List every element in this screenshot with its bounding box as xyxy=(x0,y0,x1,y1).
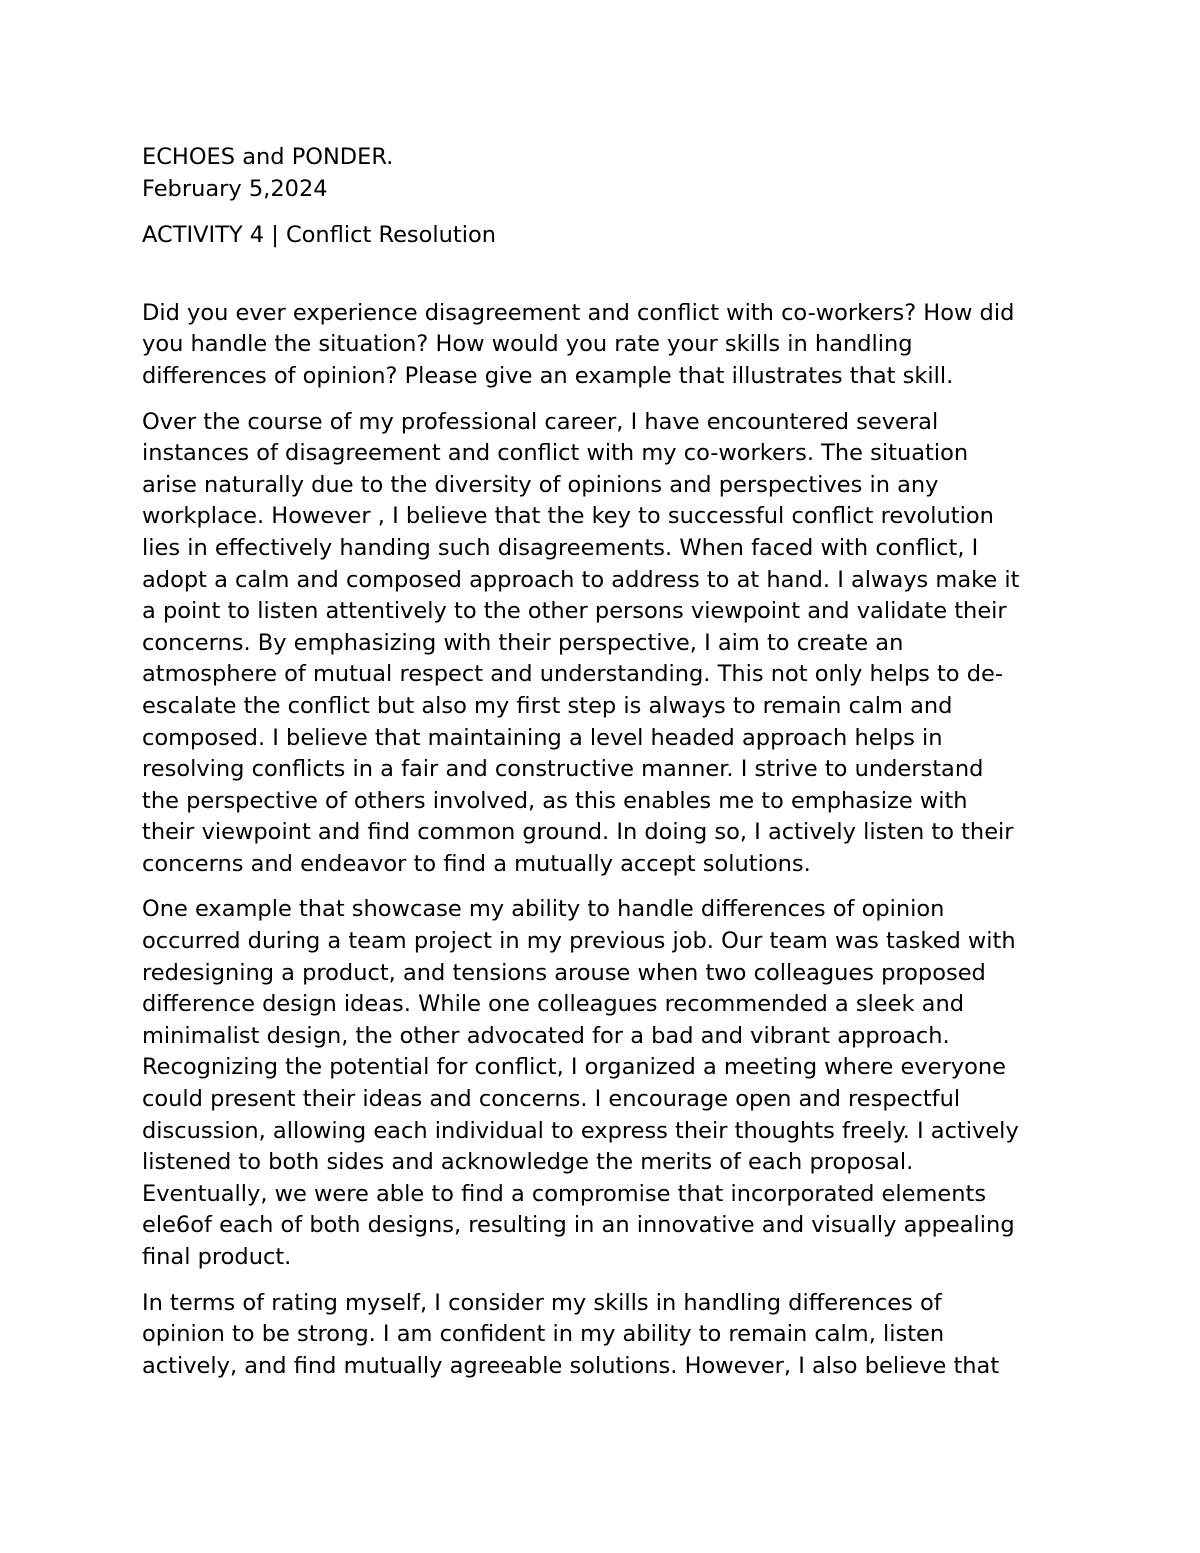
text-line: adopt a calm and composed approach to address to at hand. I always make it xyxy=(142,566,1020,593)
activity-title: ACTIVITY 4 | Conflict Resolution xyxy=(142,222,497,249)
text-line: Did you ever experience disagreement and conflict with co-workers? How did xyxy=(142,299,1015,326)
answer-paragraph-2 xyxy=(142,894,1067,1273)
text-line: workplace. However , I believe that the key to successful conflict revolution xyxy=(142,503,994,530)
text-line: minimalist design, the other advocated for a bad and vibrant approach. xyxy=(142,1022,950,1049)
text-line: lies in effectively handing such disagreements. When faced with conflict, I xyxy=(142,534,979,561)
answer-paragraph-1 xyxy=(142,407,1067,881)
text-line: actively, and find mutually agreeable solutions. However, I also believe that xyxy=(142,1352,1000,1379)
text-line: you handle the situation? How would you rate your skills in handling xyxy=(142,331,913,358)
text-line: escalate the conflict but also my first step is always to remain calm and xyxy=(142,692,953,719)
text-line: One example that showcase my ability to handle differences of opinion xyxy=(142,896,945,923)
text-line: Recognizing the potential for conflict, I organized a meeting where everyone xyxy=(142,1054,1006,1081)
question-paragraph xyxy=(142,298,1067,393)
text-line: concerns and endeavor to find a mutually accept solutions. xyxy=(142,850,811,877)
text-line: concerns. By emphasizing with their perspective, I aim to create an xyxy=(142,629,904,656)
author-line: ECHOES and PONDER. xyxy=(142,144,394,170)
text-line: atmosphere of mutual respect and understanding. This not only helps to de- xyxy=(142,661,1003,688)
date-line: February 5,2024 xyxy=(142,175,328,202)
text-line: could present their ideas and concerns. I encourage open and respectful xyxy=(142,1086,961,1113)
text-line: occurred during a team project in my previous job. Our team was tasked with xyxy=(142,928,1016,955)
text-line: In terms of rating myself, I consider my skills in handling differences of xyxy=(142,1289,942,1316)
text-line: arise naturally due to the diversity of opinions and perspectives in any xyxy=(142,471,939,498)
text-line: redesigning a product, and tensions arouse when two colleagues proposed xyxy=(142,959,986,986)
text-line: the perspective of others involved, as this enables me to emphasize with xyxy=(142,787,968,814)
text-line: final product. xyxy=(142,1244,292,1270)
text-line: differences of opinion? Please give an example that illustrates that skill. xyxy=(142,362,954,389)
answer-paragraph-3 xyxy=(142,1288,1067,1383)
text-line: resolving conflicts in a fair and constructive manner. I strive to understand xyxy=(142,756,984,783)
text-line: opinion to be strong. I am confident in my ability to remain calm, listen xyxy=(142,1321,945,1348)
text-line: ele6of each of both designs, resulting in an innovative and visually appealing xyxy=(142,1212,1015,1239)
text-line: Over the course of my professional career, I have encountered several xyxy=(142,408,939,435)
text-line: difference design ideas. While one colleagues recommended a sleek and xyxy=(142,991,964,1018)
document-page xyxy=(142,142,1067,1396)
text-line: instances of disagreement and conflict with my co-workers. The situation xyxy=(142,440,969,467)
text-line: their viewpoint and find common ground. In doing so, I actively listen to their xyxy=(142,819,1014,846)
text-line: composed. I believe that maintaining a level headed approach helps in xyxy=(142,724,943,751)
text-line: discussion, allowing each individual to express their thoughts freely. I actively xyxy=(142,1117,1019,1144)
text-line: a point to listen attentively to the other persons viewpoint and validate their xyxy=(142,598,1007,625)
text-line: listened to both sides and acknowledge the merits of each proposal. xyxy=(142,1149,914,1176)
text-line: Eventually, we were able to find a compromise that incorporated elements xyxy=(142,1180,987,1207)
